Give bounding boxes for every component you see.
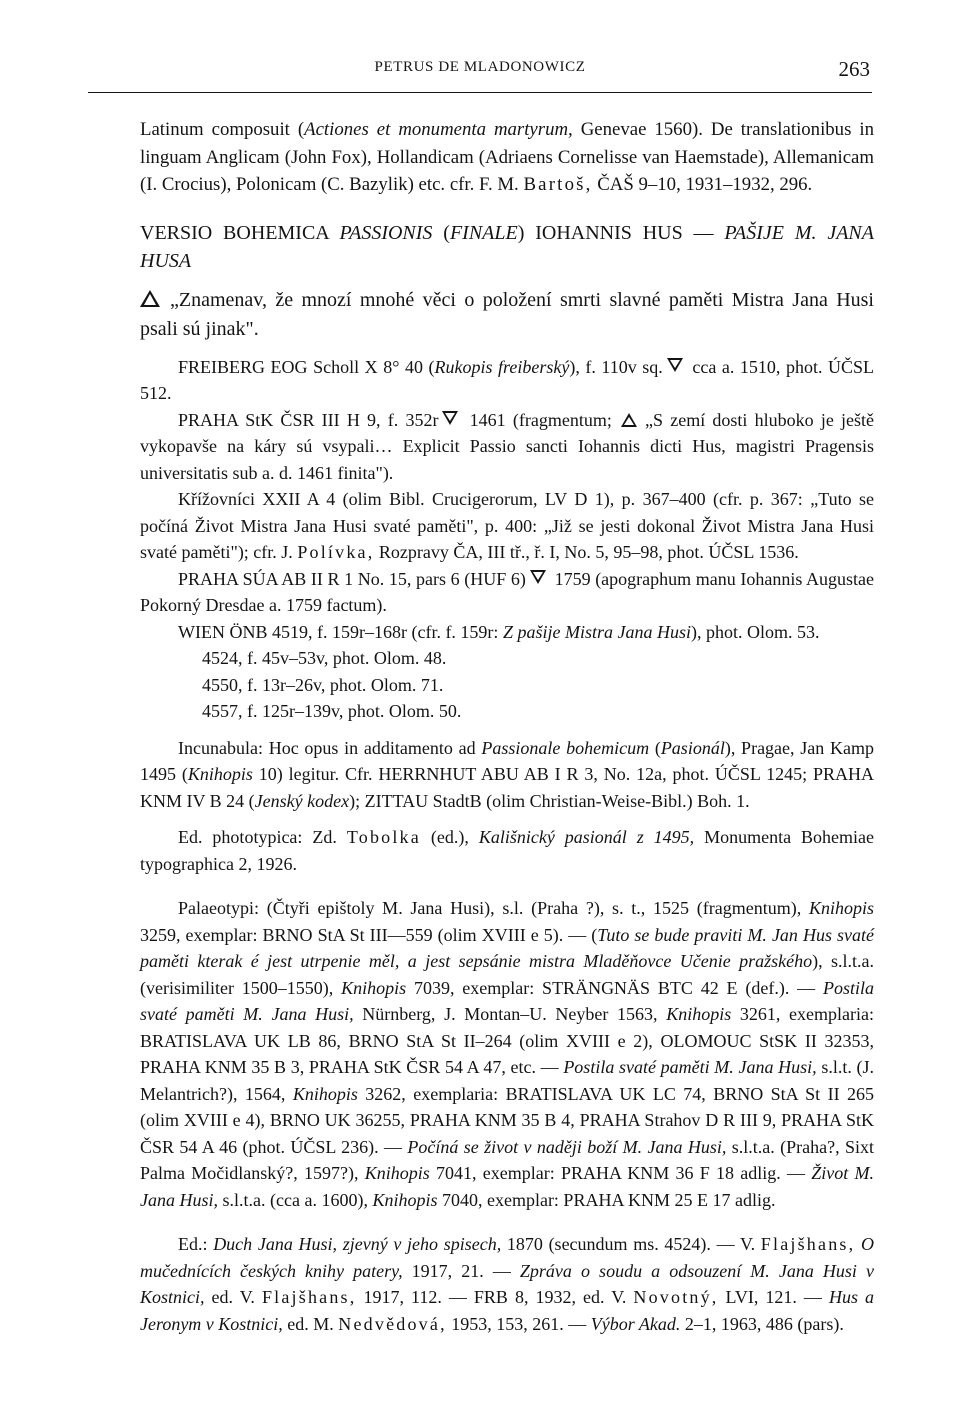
section-heading: VERSIO BOHEMICA PASSIONIS (FINALE) IOHANNIS HUS — PAŠIJE M. JANA HUSA [140,221,874,272]
running-header [88,56,872,93]
page-number: 263 [838,57,870,81]
intro-paragraph: Latinum composuit (Actiones et monumenta martyrum, Genevae 1560). De translationibus in linguam Anglicam (John Fox), Hollandicam (Adriaens Cornelisse van Haemstade), Allemanicam (I. Crocius), Polonicam (C. Bazylik) etc. cfr. F. M. Bartoš, ČAŠ 9–10, 1931–1932, 296. [140,119,874,195]
open-triangle-up-icon [621,413,637,427]
manuscript-entry: PRAHA SÚA AB II R 1 No. 15, pars 6 (HUF 6) 1759 (apographum manu Iohannis Augustae Pokorný Dresdae a. 1759 factum). [140,568,875,615]
manuscript-entry: PRAHA StK ČSR III H 9, f. 352r 1461 (fragmentum; „S zemí dosti hluboko je ještě vykopavše na káry sú vsypali… Explicit Passio sancti Iohannis dicti Hus, magistri Pragensis universitatis sub a. d. 1461 finita"). [140,409,875,483]
phototypica-paragraph: Ed. phototypica: Zd. Tobolka (ed.), Kališnický pasionál z 1495, Monumenta Bohemiae typographica 2, 1926. [140,827,875,874]
incunabula-paragraph: Incunabula: Hoc opus in additamento ad Passionale bohemicum (Pasionál), Pragae, Jan Kamp 1495 (Knihopis 10) legitur. Cfr. HERRNHUT ABU AB I R 3, No. 12a, phot. ÚČSL 1245; PRAHA KNM IV B 24 (Jenský kodex); ZITTAU StadtB (olim Christian-Weise-Bibl.) Boh. 1. [140,737,875,811]
manuscript-entry: WIEN ÖNB 4519, f. 159r–168r (cfr. f. 159r: Z pašije Mistra Jana Husi), phot. Olom. 53. [178,621,820,642]
open-triangle-down-icon [667,358,683,372]
open-triangle-down-icon [530,570,546,584]
manuscript-sub-entry: 4557, f. 125r–139v, phot. Olom. 50. [202,701,462,721]
palaeotypi-paragraph: Palaeotypi: (Čtyři epištoly M. Jana Husi), s.l. (Praha ?), s. t., 1525 (fragmentum), Knihopis 3259, exemplar: BRNO StA St III—559 (olim XVIII e 5). — (Tuto se bude praviti M. Jan Hus svaté paměti kterak é jest utrpenie měl, a jest sepsánie mistra Mladěňovce Učenie pražského), s.l.t.a. (verisimiliter 1500–1550), Knihopis 7039, exemplar: STRÄNGNÄS BTC 42 E (def.). — Postila svaté paměti M. Jana Husi, Nürnberg, J. Montan–U. Neyber 1563, Knihopis 3261, exemplaria: BRATISLAVA UK LB 86, BRNO StA St II–264 (olim XVIII e 2), OLOMOUC StSK II 32353, PRAHA KNM 35 B 3, PRAHA StK ČSR 54 A 47, etc. — Postila svaté paměti M. Jana Husi, s.l.t. (J. Melantrich?), 1564, Knihopis 3262, exemplaria: BRATISLAVA UK LC 74, BRNO StA St II 265 (olim XVIII e 4), BRNO UK 36255, PRAHA KNM 35 B 4, PRAHA Strahov D R III 9, PRAHA StK ČSR 54 A 46 (phot. ÚČSL 236). — Počíná se život v naději boží M. Jana Husi, s.l.t.a. (Praha?, Sixt Palma Močidlanský?, 1597?), Knihopis 7041, exemplar: PRAHA KNM 36 F 18 adlig. — Život M. Jana Husi, s.l.t.a. (cca a. 1600), Knihopis 7040, exemplar: PRAHA KNM 25 E 17 adlig. [140,898,875,1210]
editions-paragraph: Ed.: Duch Jana Husi, zjevný v jeho spisech, 1870 (secundum ms. 4524). — V. Flajšhans, O mučednících českých knihy patery, 1917, 21. — Zpráva o soudu a odsouzení M. Jana Husi v Kostnici, ed. V. Flajšhans, 1917, 112. — FRB 8, 1932, ed. V. Novotný, LVI, 121. — Hus a Jeronym v Kostnici, ed. M. Nedvědová, 1953, 153, 261. — Výbor Akad. 2–1, 1963, 486 (pars). [140,1234,874,1334]
running-title: PETRUS DE MLADONOWICZ [374,59,586,75]
manuscript-sub-entry: 4524, f. 45v–53v, phot. Olom. 48. [202,648,447,668]
incipit: „Znamenav, že mnozí mnohé věci o položení smrti slavné paměti Mistra Jana Husi psali sú jinak". [140,288,874,340]
work-title: Actiones et monumenta martyrum, [304,119,573,140]
manuscript-entry: Křížovníci XXII A 4 (olim Bibl. Crucigerorum, LV D 1), p. 367–400 (cfr. p. 367: „Tuto se počíná Život Mistra Jana Husi svaté paměti", p. 400: „Již se jesti dokonal Život Mistra Jana Husi svaté paměti"); cfr. J. Polívka, Rozpravy ČA, III tř., ř. I, No. 5, 95–98, phot. ÚČSL 1536. [140,489,874,562]
manuscript-sub-entry: 4550, f. 13r–26v, phot. Olom. 71. [202,674,444,695]
author-name: Bartoš, [523,174,593,195]
open-triangle-down-icon [442,411,458,425]
page-body [140,116,874,1337]
manuscript-entry: FREIBERG EOG Scholl X 8° 40 (Rukopis freiberský), f. 110v sq. cca a. 1510, phot. ÚČSL 512. [140,356,874,403]
open-triangle-up-icon [140,290,160,307]
